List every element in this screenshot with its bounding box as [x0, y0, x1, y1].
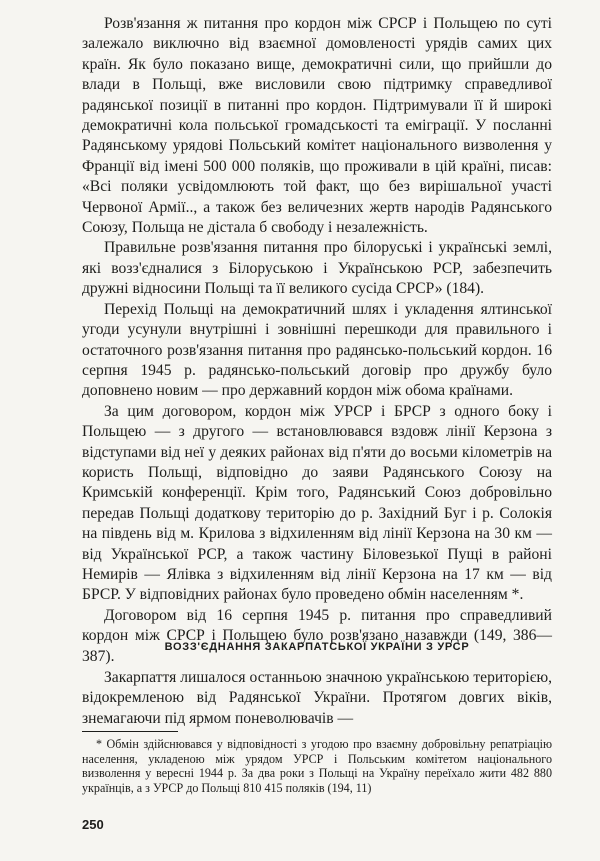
paragraph-democratic-path: Перехід Польщі на демократичний шлях і укладення ялтинської угоди усунули внутрішні і зовнішні перешкоди для правильного і остаточного розв'язання питання про радянсько-польський кордон. 16 серпня 1945 р. радянсько-польський договір про дружбу було доповнено новим — про державний кордон між обома країнами.: [82, 300, 552, 400]
section-heading: ВОЗЗ'ЄДНАННЯ ЗАКАРПАТСЬКОЇ УКРАЇНИ З УРСР: [164, 641, 470, 653]
main-text: [82, 14, 552, 667]
paragraph-treaty-terms: За цим договором, кордон між УРСР і БРСР з одного боку і Польщею — з другого — встановлювався вздовж лінії Керзона з відступами від неї у деяких районах від п'яти до восьми кілометрів на користь Польщі, відповідно до заяви Радянського Союзу на Кримській конференції. Крім того, Радянський Союз добровільно передав Польщі додаткову територію до р. Західний Буг і р. Солокія на південь від м. Крилова з відхиленням від лінії Керзона на 30 км — від Української РСР, а також частину Біловезької Пущі в районі Немирів — Ялівка з відхиленням від лінії Керзона на 17 км — від БРСР. У відповідних районах було проведено обмін населенням *.: [82, 402, 552, 604]
section-text: [82, 668, 552, 729]
paragraph-fair-resolution: Правильне розв'язання питання про білоруські і українські землі, які возз'єдналися з Білоруською і Українською РСР, забезпечить дружні відносини Польщі та її великого сусіда СРСР» (184).: [82, 239, 552, 298]
footnote: [82, 737, 552, 796]
page-number: 250: [82, 817, 104, 832]
paragraph-border-dependence: Розв'язання ж питання про кордон між СРСР і Польщею по суті залежало виключно від взаємної домовленості урядів самих цих країн. Як було показано вище, демократичні сили, що прийшли до влади в Польщі, вже висловили свою підтримку справедливої радянської позиції в питанні про кордон. Підтримували її й широкі демократичні кола польської громадськості та еміграції. У посланні Радянському урядові Польський комітет національного визволення у Франції від імені 500 000 поляків, що проживали в цій країні, писав: «Всі поляки усвідомлюють той факт, що без вирішальної участі Червоної Армії.., а також без величезних жертв народів Радянського Союзу, Польща не дістала б свободу і незалежність.: [82, 15, 552, 237]
footnote-text: * Обмін здійснювався у відповідності з угодою про взаємну добровільну репатріацію населення, укладеною між урядом УРСР і Польським комітетом національного визволення у вересні 1944 р. За два роки з Польщі на Україну переїхало жити 482 880 українців, а з УРСР до Польщі 810 415 поляків (194, 11): [82, 737, 552, 796]
paragraph-treaty-conclusion: Договором від 16 серпня 1945 р. питання про справедливий кордон між СРСР і Польщею було розв'язано назавжди (149, 386—387).: [82, 606, 552, 665]
paragraph-zakarpattia: Закарпаття лишалося останньою значною українською територією, відокремленою від Радянської України. Протягом довгих віків, знемагаючи під ярмом поневолювачів —: [82, 669, 552, 727]
footnote-divider: [82, 731, 178, 732]
